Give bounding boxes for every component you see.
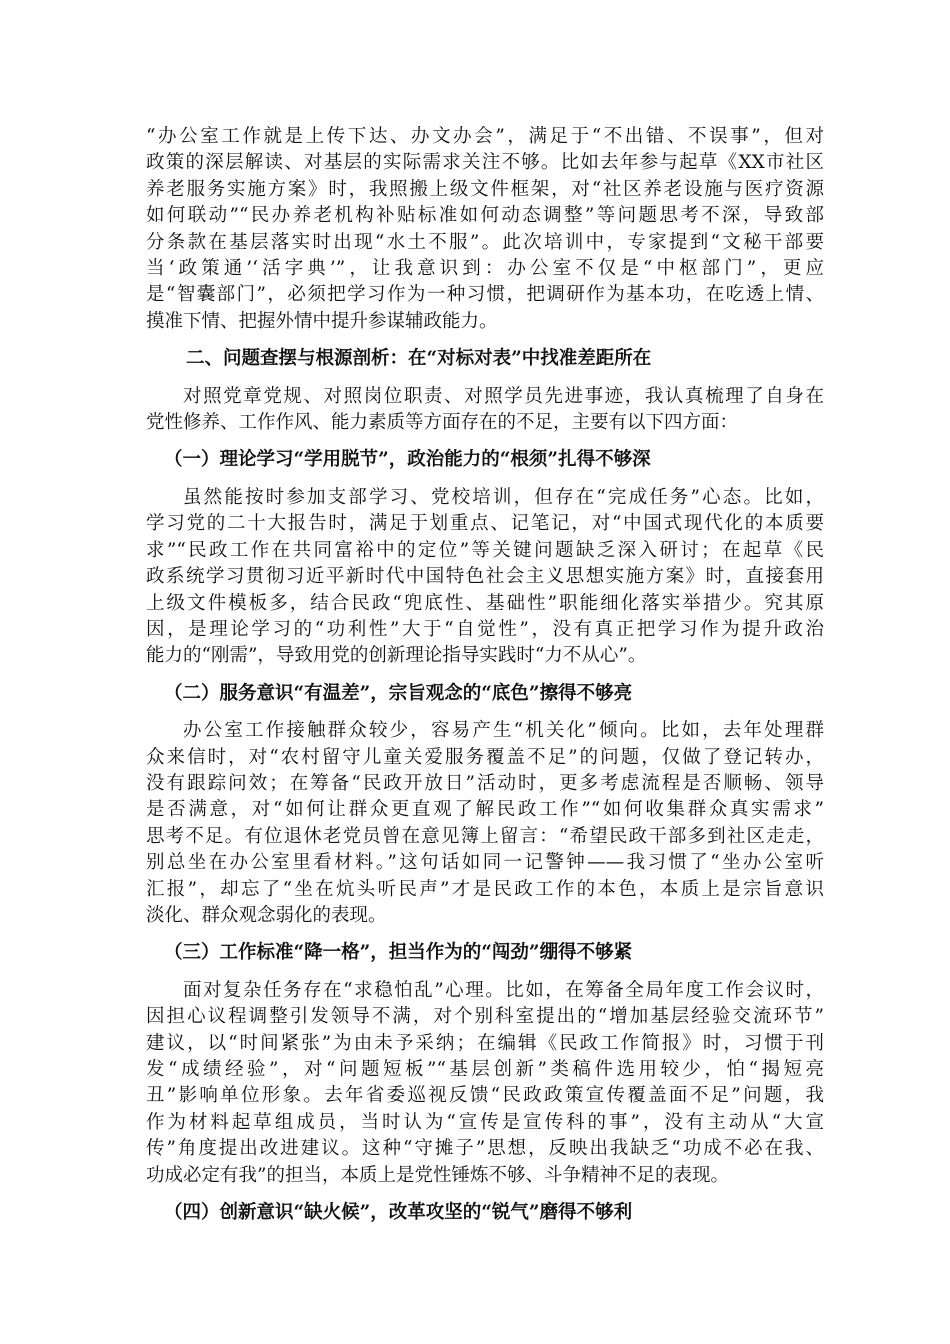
text-line: 是“智囊部门”，必须把学习作为一种习惯，把调研作为基本功，在吃透上情、 bbox=[146, 284, 824, 306]
text-line: 养老服务实施方案》时，我照搬上级文件框架，对“社区养老设施与医疗资源 bbox=[146, 178, 824, 200]
text-line: 传”角度提出改进建议。这种“守摊子”思想，反映出我缺乏“功成不必在我、 bbox=[146, 1138, 824, 1160]
text-line: 政策的深层解读、对基层的实际需求关注不够。比如去年参与起草《XX市社区 bbox=[146, 152, 824, 174]
text-line: 如何联动”“民办养老机构补贴标准如何动态调整”等问题思考不深，导致部 bbox=[146, 205, 824, 227]
subsection-paragraph-1 bbox=[146, 485, 824, 670]
text-line: 当‘政策通’‘活字典’”，让我意识到：办公室不仅是“中枢部门”，更应 bbox=[146, 258, 824, 280]
subsection-paragraph-2 bbox=[146, 718, 824, 929]
subsection-heading-3: （三）工作标准“降一格”，担当作为的“闯劲”绷得不够紧 bbox=[164, 942, 633, 964]
text-line: “办公室工作就是上传下达、办文办会”，满足于“不出错、不误事”，但对 bbox=[146, 126, 824, 147]
section-heading: 二、问题查摆与根源剖析：在“对标对表”中找准差距所在 bbox=[186, 348, 652, 370]
text-line: 对照党章党规、对照岗位职责、对照学员先进事迹，我认真梳理了自身在 bbox=[183, 385, 824, 407]
text-line: 别总坐在办公室里看材料。”这句话如同一记警钟——我习惯了“坐办公室听 bbox=[146, 852, 824, 874]
text-line: 上级文件模板多，结合民政“兜底性、基础性”职能细化落实举措少。究其原 bbox=[146, 592, 824, 614]
text-line: 党性修养、工作作风、能力素质等方面存在的不足，主要有以下四方面： bbox=[146, 412, 739, 434]
text-line: 学习党的二十大报告时，满足于划重点、记笔记，对“中国式现代化的本质要 bbox=[146, 513, 824, 535]
text-line: 发“成绩经验”，对“问题短板”“基层创新”类稿件选用较少，怕“揭短亮 bbox=[146, 1059, 824, 1080]
subsection-paragraph-3 bbox=[146, 978, 824, 1189]
text-line: 因，是理论学习的“功利性”大于“自觉性”，没有真正把学习作为提升政治 bbox=[146, 618, 824, 640]
text-line: 没有跟踪问效；在筹备“民政开放日”活动时，更多考虑流程是否顺畅、领导 bbox=[146, 772, 824, 794]
text-line: 因担心议程调整引发领导不满，对个别科室提出的“增加基层经验交流环节” bbox=[146, 1006, 824, 1028]
text-line: 功成必定有我”的担当，本质上是党性锤炼不够、斗争精神不足的表现。 bbox=[146, 1164, 729, 1186]
text-line: 分条款在基层落实时出现“水土不服”。此次培训中，专家提到“文秘干部要 bbox=[146, 231, 824, 253]
text-line: 政系统学习贯彻习近平新时代中国特色社会主义思想实施方案》时，直接套用 bbox=[146, 566, 824, 588]
text-line: 求”“民政工作在共同富裕中的定位”等关键问题缺乏深入研讨；在起草《民 bbox=[146, 539, 824, 561]
subsection-heading-2: （二）服务意识“有温差”，宗旨观念的“底色”擦得不够亮 bbox=[164, 682, 633, 704]
document-page bbox=[146, 124, 824, 1226]
text-line: 面对复杂任务存在“求稳怕乱”心理。比如，在筹备全局年度工作会议时， bbox=[183, 979, 824, 1001]
text-line: 是否满意，对“如何让群众更直观了解民政工作”“如何收集群众真实需求” bbox=[146, 799, 824, 821]
text-line: 汇报”，却忘了“坐在炕头听民声”才是民政工作的本色，本质上是宗旨意识 bbox=[146, 878, 824, 900]
subsection-heading-1: （一）理论学习“学用脱节”，政治能力的“根须”扎得不够深 bbox=[164, 449, 651, 471]
intro-paragraph bbox=[146, 124, 824, 335]
text-line: 众来信时，对“农村留守儿童关爱服务覆盖不足”的问题，仅做了登记转办， bbox=[146, 746, 824, 768]
text-line: 丑”影响单位形象。去年省委巡视反馈“民政政策宣传覆盖面不足”问题，我 bbox=[146, 1085, 824, 1107]
text-line: 办公室工作接触群众较少，容易产生“机关化”倾向。比如，去年处理群 bbox=[183, 720, 824, 742]
text-line: 淡化、群众观念弱化的表现。 bbox=[146, 904, 387, 926]
text-line: 作为材料起草组成员，当时认为“宣传是宣传科的事”，没有主动从“大宣 bbox=[146, 1111, 824, 1133]
text-line: 思考不足。有位退休老党员曾在意见簿上留言：“希望民政干部多到社区走走， bbox=[146, 825, 824, 847]
text-line: 建议，以“时间紧张”为由未予采纳；在编辑《民政工作简报》时，习惯于刊 bbox=[146, 1032, 824, 1054]
subsection-heading-4: （四）创新意识“缺火候”，改革攻坚的“锐气”磨得不够利 bbox=[164, 1202, 633, 1224]
text-line: 虽然能按时参加支部学习、党校培训，但存在“完成任务”心态。比如， bbox=[183, 486, 824, 508]
text-line: 能力的“刚需”，导致用党的创新理论指导实践时“力不从心”。 bbox=[146, 645, 647, 667]
text-line: 摸准下情、把握外情中提升参谋辅政能力。 bbox=[146, 310, 498, 332]
section-lead-paragraph bbox=[146, 384, 824, 437]
